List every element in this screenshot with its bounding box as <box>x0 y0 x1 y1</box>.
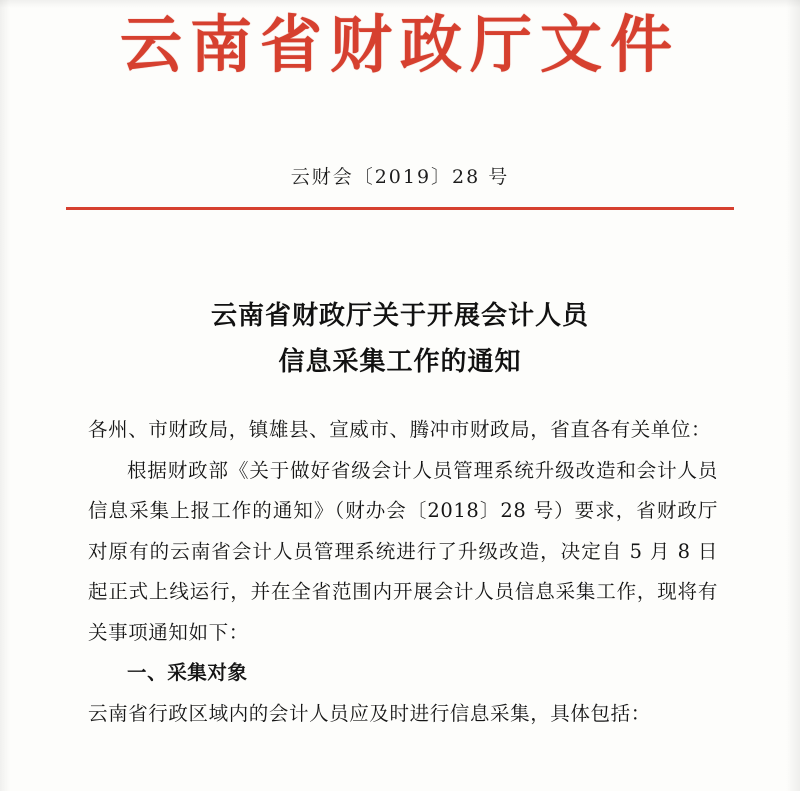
addressee-line: 各州、市财政局，镇雄县、宣威市、腾冲市财政局，省直各有关单位： <box>88 418 712 441</box>
section-1-heading: 一、采集对象 <box>127 661 248 685</box>
body-paragraph-1: 根据财政部《关于做好省级会计人员管理系统升级改造和会计人员信息采集上报工作的通知》（财办会〔2018〕28 号）要求，省财政厅对原有的云南省会计人员管理系统进行了升级改造，决定自 5 月 8 日起正式上线运行，并在全省范围内开展会计人员信息采集工作，现将有关事项通知如下： <box>88 458 718 644</box>
document-masthead-title: 云南省财政厅文件 <box>119 8 680 81</box>
red-separator-rule <box>66 207 734 210</box>
scan-edge-right <box>786 0 800 791</box>
document-title-line-1: 云南省财政厅关于开展会计人员 <box>210 301 589 331</box>
document-body <box>88 410 718 734</box>
scan-edge-left <box>0 0 10 791</box>
document-title-line-2: 信息采集工作的通知 <box>278 346 522 377</box>
section-1-text: 云南省行政区域内的会计人员应及时进行信息采集，具体包括： <box>88 701 651 725</box>
document-title <box>90 294 710 385</box>
document-number: 云财会〔2019〕28 号 <box>290 166 510 188</box>
